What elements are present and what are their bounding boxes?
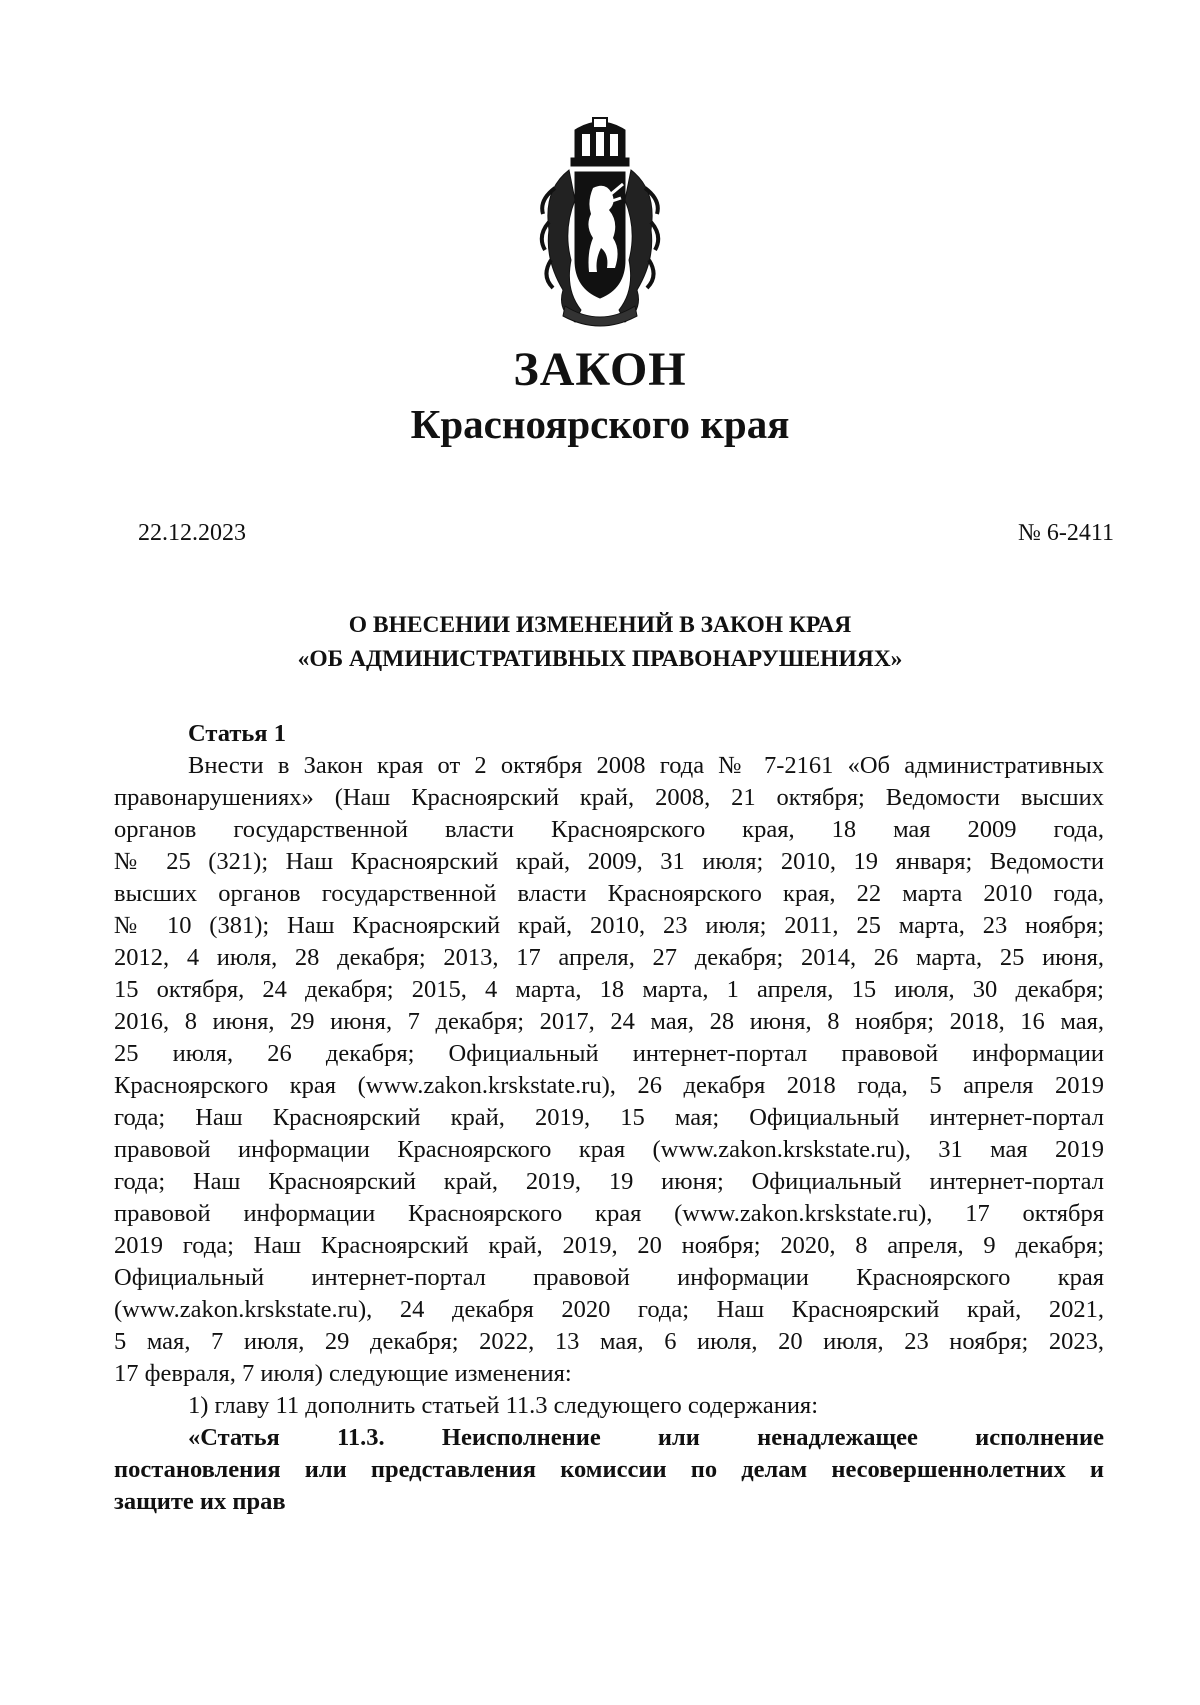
article-text-line: Внести в Закон края от 2 октября 2008 года № 7-2161 «Об административных — [188, 752, 1104, 779]
law-title-line-1: О ВНЕСЕНИИ ИЗМЕНЕНИЙ В ЗАКОН КРАЯ — [348, 612, 852, 638]
article-heading: Статья 1 — [188, 720, 286, 747]
article-text-line: 5 мая, 7 июля, 29 декабря; 2022, 13 мая, 6 июля, 20 июля, 23 ноября; 2023, — [114, 1328, 1104, 1355]
new-article-heading-line-2: постановления или представления комиссии по делам несовершеннолетних и — [114, 1456, 1104, 1483]
article-text-line: 17 февраля, 7 июля) следующие изменения: — [114, 1360, 572, 1387]
article-text-line: 25 июля, 26 декабря; Официальный интернет-портал правовой информации — [114, 1040, 1104, 1067]
new-article-heading-line-3: защите их прав — [114, 1488, 286, 1515]
document-number: № 6-2411 — [1018, 520, 1114, 546]
article-text-line: года; Наш Красноярский край, 2019, 15 мая; Официальный интернет-портал — [114, 1104, 1104, 1131]
article-text-line: Красноярского края (www.zakon.krskstate.ru), 26 декабря 2018 года, 5 апреля 2019 — [114, 1072, 1104, 1099]
article-text-line: № 25 (321); Наш Красноярский край, 2009, 31 июля; 2010, 19 января; Ведомости — [114, 848, 1104, 875]
article-text-line: правовой информации Красноярского края (www.zakon.krskstate.ru), 31 мая 2019 — [114, 1136, 1104, 1163]
article-text-line: № 10 (381); Наш Красноярский край, 2010, 23 июля; 2011, 25 марта, 23 ноября; — [114, 912, 1104, 939]
article-text-line: 2012, 4 июля, 28 декабря; 2013, 17 апреля, 27 декабря; 2014, 26 марта, 25 июня, — [114, 944, 1104, 971]
article-text-line: Официальный интернет-портал правовой информации Красноярского края — [114, 1264, 1104, 1291]
article-text-line: высших органов государственной власти Красноярского края, 22 марта 2010 года, — [114, 880, 1104, 907]
new-article-heading-line-1: «Статья 11.3. Неисполнение или ненадлежащее исполнение — [188, 1424, 1104, 1451]
article-text-line: года; Наш Красноярский край, 2019, 19 июня; Официальный интернет-портал — [114, 1168, 1104, 1195]
law-title-line-2: «ОБ АДМИНИСТРАТИВНЫХ ПРАВОНАРУШЕНИЯХ» — [297, 646, 903, 672]
document-date: 22.12.2023 — [138, 520, 246, 546]
document-subtitle: Красноярского края — [410, 401, 790, 447]
article-text-line: правонарушениях» (Наш Красноярский край, 2008, 21 октября; Ведомости высших — [114, 784, 1104, 811]
article-text-line: органов государственной власти Красноярского края, 18 мая 2009 года, — [114, 816, 1104, 843]
coat-of-arms-emblem — [535, 110, 665, 330]
article-text-line: правовой информации Красноярского края (www.zakon.krskstate.ru), 17 октября — [114, 1200, 1104, 1227]
document-title: ЗАКОН — [513, 343, 687, 396]
article-item-1: 1) главу 11 дополнить статьей 11.3 следующего содержания: — [188, 1392, 819, 1419]
article-text-line: 2019 года; Наш Красноярский край, 2019, 20 ноября; 2020, 8 апреля, 9 декабря; — [114, 1232, 1104, 1259]
article-text-line: 2016, 8 июня, 29 июня, 7 декабря; 2017, 24 мая, 28 июня, 8 ноября; 2018, 16 мая, — [114, 1008, 1104, 1035]
article-text-line: 15 октября, 24 декабря; 2015, 4 марта, 18 марта, 1 апреля, 15 июля, 30 декабря; — [114, 976, 1104, 1003]
article-text-line: (www.zakon.krskstate.ru), 24 декабря 2020 года; Наш Красноярский край, 2021, — [114, 1296, 1104, 1323]
